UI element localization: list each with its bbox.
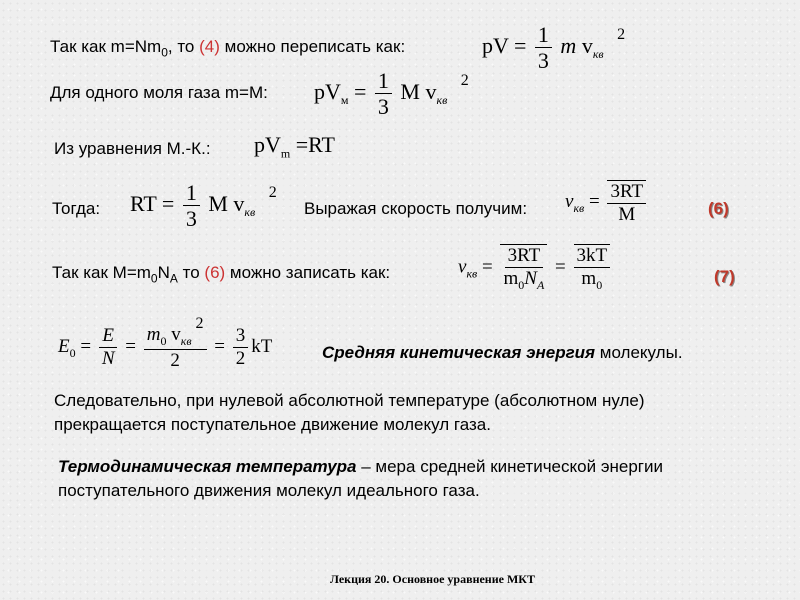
subscript: кв: [466, 266, 478, 281]
line-4-label: Тогда:: [52, 199, 101, 218]
den: [500, 268, 547, 293]
subscript: кв: [436, 93, 448, 108]
paragraph-line: [58, 455, 663, 479]
formula-energy: [58, 315, 273, 371]
fraction: [99, 325, 118, 370]
equals: =: [295, 132, 309, 157]
line-2: Для одного моля газа m=M:: [50, 83, 268, 102]
sqrt-fraction: [607, 180, 646, 226]
num: 3kT: [574, 245, 611, 268]
fraction: [233, 325, 249, 370]
paragraph-line: поступательного движения молекул идеального газа.: [58, 481, 480, 500]
symbol: kT: [251, 336, 273, 358]
symbol: v: [233, 190, 245, 216]
equals: =: [555, 256, 566, 278]
formula-vkv: [565, 180, 649, 226]
sqrt-fraction: [574, 244, 611, 292]
line-4-text: Выражая скорость получим:: [304, 199, 528, 218]
subscript: A: [536, 277, 545, 292]
symbol: M: [400, 78, 420, 104]
num: [144, 315, 207, 350]
symbol: m: [146, 324, 161, 345]
exponent: 2: [268, 183, 277, 201]
subscript: 0: [161, 45, 168, 60]
equals: =: [589, 191, 600, 213]
subscript: m: [280, 146, 291, 161]
subscript: кв: [592, 47, 604, 62]
formula-pvm: [314, 68, 469, 120]
den: M: [618, 203, 636, 225]
line-5: [52, 263, 390, 285]
den: 2: [235, 348, 246, 370]
text: – мера средней кинетической энергии: [356, 457, 663, 476]
exponent: 2: [617, 25, 626, 43]
paragraph-1: [54, 389, 645, 437]
text: можно записать как:: [225, 263, 391, 282]
equals: =: [514, 32, 527, 58]
equation-label-6: (6): [708, 199, 729, 218]
fraction: [375, 68, 392, 120]
equals: =: [161, 190, 175, 216]
symbol: v: [171, 324, 181, 345]
num: 3: [233, 325, 249, 348]
formula-mk: [254, 132, 335, 161]
term: Термодинамическая температура: [58, 457, 357, 476]
subscript: A: [169, 271, 178, 286]
paragraph-line: Следовательно, при нулевой абсолютной температуре (абсолютном нуле): [54, 391, 645, 410]
paragraph-2: [58, 455, 663, 503]
equation-ref: (4): [199, 37, 220, 56]
symbol: E: [58, 336, 70, 358]
line-3: Из уравнения М.-К.:: [54, 139, 211, 158]
symbol: v: [581, 32, 593, 58]
den: 2: [170, 349, 180, 371]
formula-rt: [130, 180, 277, 232]
exponent: 2: [460, 71, 469, 89]
equals: =: [125, 336, 136, 358]
subscript: 0: [518, 277, 525, 292]
text: Так как m=Nm: [50, 37, 162, 56]
text: N: [157, 263, 170, 282]
symbol: N: [524, 267, 537, 289]
formula-vkv-2: [458, 244, 613, 292]
subscript: кв: [180, 333, 192, 348]
term: Средняя кинетическая энергия: [322, 343, 596, 362]
den: N: [101, 348, 115, 370]
symbol: M: [208, 190, 228, 216]
subscript: 0: [150, 271, 158, 286]
num: 3RT: [505, 245, 544, 268]
line-1: [50, 37, 405, 59]
subscript: кв: [244, 205, 256, 220]
num: 3RT: [607, 181, 646, 204]
text: , то: [167, 37, 200, 56]
footer: Лекция 20. Основное уравнение МКТ: [330, 572, 535, 586]
equals: =: [353, 78, 367, 104]
symbol: RT: [308, 132, 335, 157]
num: E: [99, 325, 117, 348]
symbol: pV: [482, 32, 509, 58]
subscript: 0: [69, 345, 76, 360]
num: 1: [535, 22, 552, 48]
symbol: v: [565, 191, 574, 213]
sqrt-fraction: [500, 244, 547, 292]
den: 3: [537, 48, 549, 74]
den: 3: [377, 94, 389, 120]
equals: =: [80, 336, 92, 358]
paragraph-line: прекращается поступательное движение молекул газа.: [54, 415, 491, 434]
symbol: v: [425, 78, 437, 104]
text: молекулы.: [595, 343, 683, 362]
equation-label-7: (7): [714, 267, 735, 286]
num: 1: [375, 68, 392, 94]
fraction: [535, 22, 552, 74]
symbol: m: [503, 267, 519, 289]
num: 1: [183, 180, 200, 206]
subscript: 0: [596, 277, 603, 292]
symbol: pV: [254, 132, 281, 157]
text: то: [177, 263, 205, 282]
symbol: v: [458, 256, 467, 278]
subscript: 0: [160, 333, 167, 348]
equals: =: [482, 256, 493, 278]
equals: =: [214, 336, 226, 358]
subscript: кв: [573, 201, 585, 215]
den: [578, 268, 605, 293]
energy-caption: [322, 343, 683, 363]
den: 3: [185, 206, 197, 232]
symbol: m: [581, 267, 597, 289]
subscript: м: [340, 93, 349, 108]
formula-pv: [482, 22, 625, 74]
symbol: m: [560, 32, 577, 58]
symbol: pV: [314, 78, 341, 104]
text: Так как M=m: [52, 263, 151, 282]
equation-ref: (6): [204, 263, 226, 282]
exponent: 2: [195, 315, 204, 332]
fraction: [144, 315, 207, 371]
fraction: [183, 180, 200, 232]
symbol: RT: [130, 190, 157, 216]
text: можно переписать как:: [219, 37, 406, 56]
